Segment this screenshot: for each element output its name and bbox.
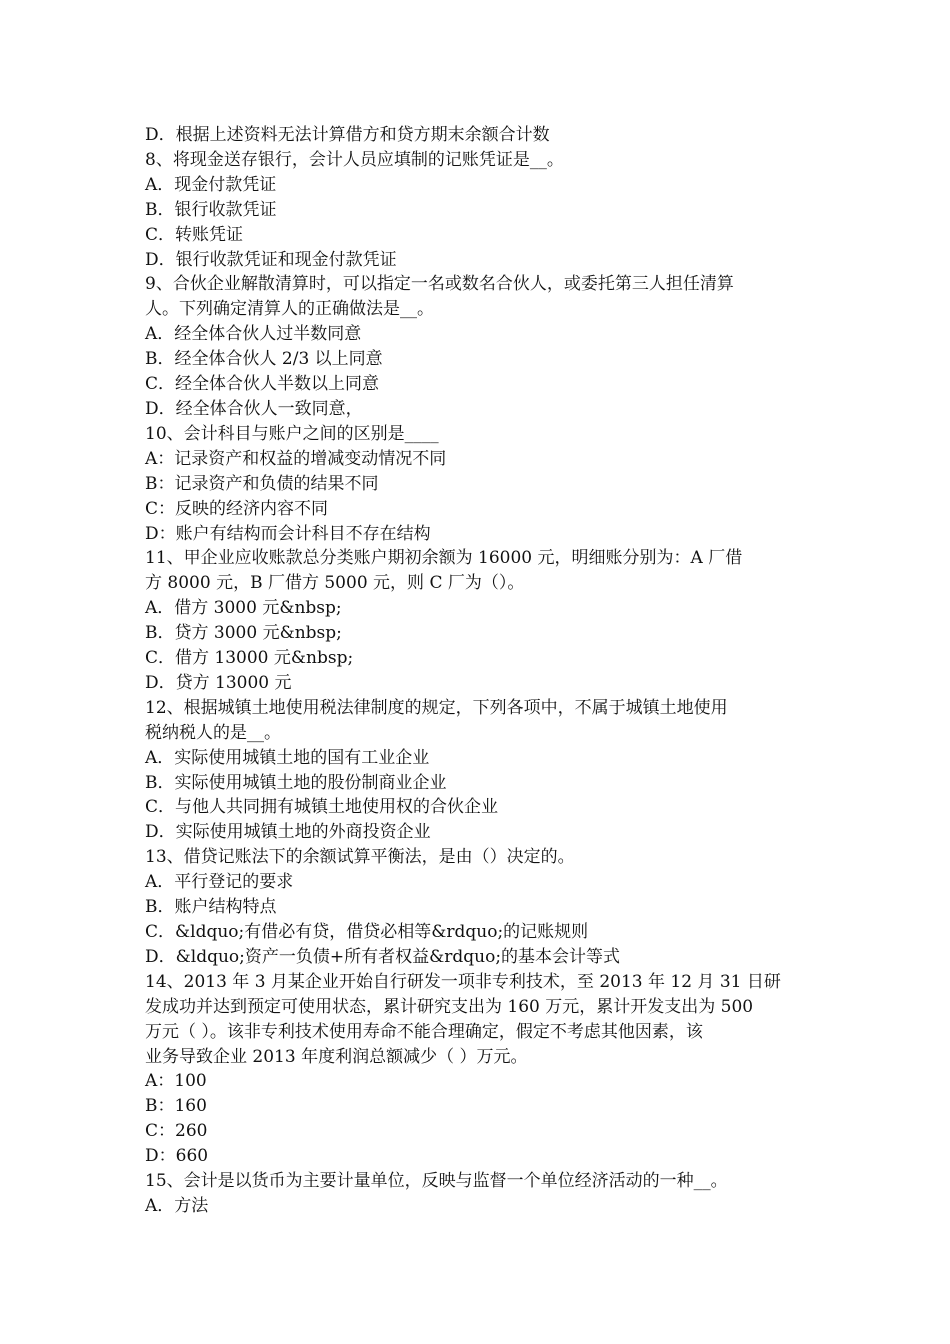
option-line: D．贷方 13000 元 [145,672,292,693]
option-line: B：160 [145,1096,207,1117]
question-15-stem: 15、会计是以货币为主要计量单位，反映与监督一个单位经济活动的一种__。 [145,1171,728,1192]
question-11-stem: 11、甲企业应收账款总分类账户期初余额为 16000 元，明细账分别为：A 厂借 [145,548,743,569]
option-line: A：记录资产和权益的增减变动情况不同 [145,448,447,469]
question-8-stem: 8、将现金送存银行，会计人员应填制的记账凭证是__。 [145,149,564,170]
option-line: B．银行收款凭证 [145,199,277,220]
option-line: D．实际使用城镇土地的外商投资企业 [145,822,431,843]
option-line: D：账户有结构而会计科目不存在结构 [145,523,431,544]
option-line: C．与他人共同拥有城镇土地使用权的合伙企业 [145,797,499,818]
option-line: A．现金付款凭证 [145,174,277,195]
option-line: B．贷方 3000 元&nbsp; [145,623,342,644]
document-body [145,123,810,1219]
question-9-stem: 9、合伙企业解散清算时，可以指定一名或数名合伙人，或委托第三人担任清算 [145,274,734,295]
question-14-stem-cont: 万元（ ）。该非专利技术使用寿命不能合理确定，假定不考虑其他因素，该 [145,1021,703,1042]
option-line: C．&ldquo;有借必有贷，借贷必相等&rdquo;的记账规则 [145,922,589,942]
option-line: D．&ldquo;资产一负债+所有者权益&rdquo;的基本会计等式 [145,946,621,967]
question-11-stem-cont: 方 8000 元，B 厂借方 5000 元，则 C 厂为（）。 [145,573,525,594]
question-9-stem-cont: 人。下列确定清算人的正确做法是__。 [145,299,434,320]
option-line: A．实际使用城镇土地的国有工业企业 [145,747,430,768]
text-line: D．根据上述资料无法计算借方和贷方期末余额合计数 [145,125,550,145]
option-line: B．实际使用城镇土地的股份制商业企业 [145,772,447,793]
option-line: D．经全体合伙人一致同意， [145,398,363,419]
option-line: D：660 [145,1146,209,1167]
question-13-stem: 13、借贷记账法下的余额试算平衡法，是由（）决定的。 [145,847,575,868]
option-line: C：260 [145,1121,208,1142]
option-line: D．银行收款凭证和现金付款凭证 [145,249,397,270]
option-line: B：记录资产和负债的结果不同 [145,473,379,494]
question-10-stem: 10、会计科目与账户之间的区别是____ [145,423,439,444]
question-14-stem-cont: 发成功并达到预定可使用状态，累计研究支出为 160 万元，累计开发支出为 500 [145,996,754,1017]
question-14-stem: 14、2013 年 3 月某企业开始自行研发一项非专利技术，至 2013 年 12 月 31 日研 [145,971,781,992]
option-line: C：反映的经济内容不同 [145,498,329,519]
option-line: A．平行登记的要求 [145,872,294,893]
option-line: B．经全体合伙人 2/3 以上同意 [145,349,383,370]
option-line: A．方法 [145,1195,209,1216]
option-line: B．账户结构特点 [145,897,277,918]
question-14-stem-cont: 业务导致企业 2013 年度利润总额减少（ ）万元。 [145,1046,528,1067]
question-12-stem: 12、根据城镇土地使用税法律制度的规定，下列各项中，不属于城镇土地使用 [145,697,728,718]
option-line: C．经全体合伙人半数以上同意 [145,374,380,395]
option-line: C．转账凭证 [145,224,244,245]
question-12-stem-cont: 税纳税人的是__。 [145,722,281,743]
option-line: A．经全体合伙人过半数同意 [145,324,362,345]
option-line: A．借方 3000 元&nbsp; [145,598,342,619]
option-line: A：100 [145,1071,207,1092]
option-line: C．借方 13000 元&nbsp; [145,648,354,669]
